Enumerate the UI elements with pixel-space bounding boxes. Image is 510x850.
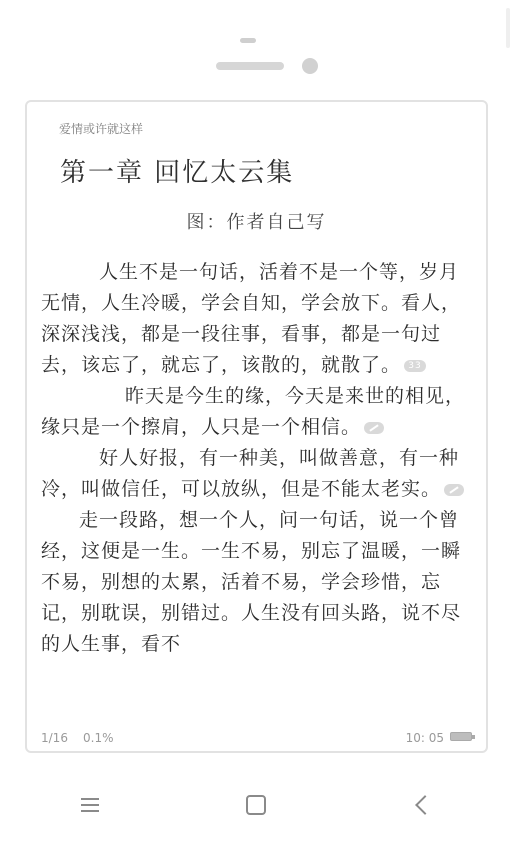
paragraph <box>41 443 478 505</box>
menu-button[interactable] <box>70 788 110 822</box>
home-icon <box>246 795 266 815</box>
phone-top-bezel <box>0 0 510 100</box>
edge-mark <box>506 8 510 48</box>
reading-progress: 0.1% <box>83 731 114 745</box>
menu-icon <box>81 798 99 812</box>
page-indicator: 1/16 <box>41 731 68 745</box>
battery-icon <box>450 732 472 741</box>
paragraph-text: 好人好报，有一种美，叫做善意，有一种冷，叫做信任，可以放纵，但是不能太老实。 <box>41 447 460 500</box>
paragraph-text: 昨天是今生的缘，今天是来世的相见，缘只是一个擦肩，人只是一个相信。 <box>41 385 466 438</box>
book-title: 爱情或许就这样 <box>59 122 144 136</box>
chapter-title: 第一章 回忆太云集 <box>60 158 295 188</box>
paragraph <box>41 381 478 443</box>
pencil-icon[interactable] <box>364 422 384 434</box>
reader-status-bar <box>27 725 486 745</box>
back-icon <box>415 795 435 815</box>
sensor-dot <box>240 38 256 43</box>
system-nav-bar <box>0 770 510 840</box>
paragraph-text: 人生不是一句话，活着不是一个等，岁月无情，人生冷暖，学会自知，学会放下。看人，深深浅浅，都是一段往事，看事，都是一句过去，该忘了，就忘了，该散的，就散了。 <box>41 261 462 376</box>
image-caption: 图：作者自己写 <box>186 212 327 233</box>
earpiece <box>216 62 284 70</box>
front-camera <box>302 58 318 74</box>
comment-count-icon[interactable]: 33 <box>404 360 426 372</box>
home-button[interactable] <box>236 788 276 822</box>
clock: 10: 05 <box>405 731 444 745</box>
chapter-body[interactable] <box>41 257 478 660</box>
pencil-icon[interactable] <box>444 484 464 496</box>
back-button[interactable] <box>402 788 442 822</box>
reader-screen[interactable] <box>25 100 488 753</box>
paragraph <box>41 505 478 660</box>
paragraph-text: 走一段路，想一个人，问一句话，说一个曾经，这便是一生。一生不易，别忘了温暖，一瞬不易，别想的太累，活着不易，学会珍惜，忘记，别耽误，别错过。人生没有回头路，说不尽的人生事，看不 <box>41 509 462 655</box>
paragraph <box>41 257 478 381</box>
